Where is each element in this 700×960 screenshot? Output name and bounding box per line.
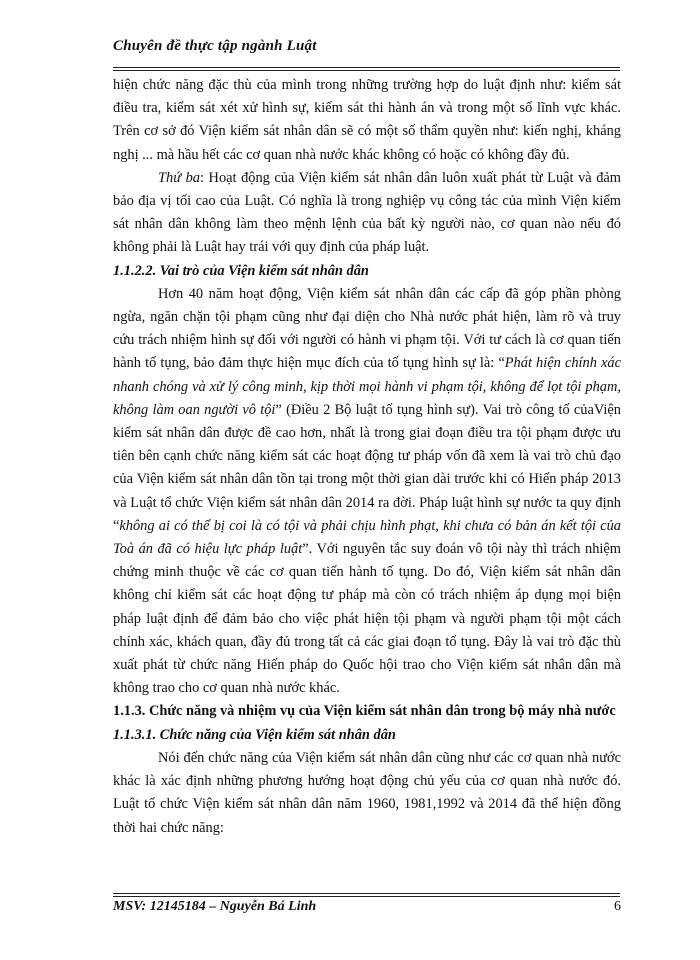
footer-rule — [113, 893, 620, 894]
lead-term: Thứ ba — [158, 169, 200, 186]
quote-article-2: Phát hiện chính xác nhanh chóng và xử lý công minh, kịp thời mọi hành vi phạm tội, không để lọt tội phạm, không làm oan người vô tội — [113, 355, 621, 418]
paragraph-text: ”. Với nguyên tắc suy đoán vô tội này thì trách nhiệm chứng minh thuộc về các cơ quan tiến hành tố tụng. Do đó, Viện kiểm sát nhân dân không chỉ kiểm sát các hoạt động tư pháp mà còn có trách nhiệm áp dụng mọi biện pháp luật định để đảm bảo cho việc phát hiện tội phạm và người phạm tội một cách chính xác, khách quan, đầy đủ trong tất cả các giai đoạn tố tụng. Đây là vai trò đặc thù xuất phát từ chức năng Hiến pháp do Quốc hội trao cho Viện kiểm sát nhân dân mà không trao cho cơ quan nhà nước khác. — [113, 541, 621, 697]
paragraph-text: : Hoạt động của Viện kiểm sát nhân dân luôn xuất phát từ Luật và đảm bảo địa vị tối cao của Luật. Có nghĩa là trong nghiệp vụ công tác của mình Viện kiểm sát nhân dân không làm theo mệnh lệnh của bất kỳ người nào, cơ quan nào nếu đó không phải là Luật hay trái với quy định của pháp luật. — [113, 169, 621, 256]
footer-rule-thin — [113, 896, 620, 897]
paragraph-vai-tro — [113, 283, 621, 701]
student-info: MSV: 12145184 – Nguyễn Bá Linh — [113, 899, 317, 914]
heading-1-1-2-2: 1.1.2.2. Vai trò của Viện kiểm sát nhân dân — [113, 262, 369, 279]
quote-presumption: không ai có thể bị coi là có tội và phải chịu hình phạt, khi chưa có bản án kết tội của Toà án đã có hiệu lực pháp luật — [113, 517, 621, 558]
page-footer — [113, 899, 621, 915]
heading-1-1-3-1: 1.1.3.1. Chức năng của Viện kiểm sát nhân dân — [113, 726, 396, 743]
page-number: 6 — [614, 899, 621, 914]
header-rule — [113, 67, 620, 68]
paragraph-text: ” (Điều 2 Bộ luật tố tụng hình sự). Vai trò công tố củaViện kiểm sát nhân dân được đề cao hơn, nhất là trong giai đoạn điều tra tội phạm được ưu tiên bên cạnh chức năng kiểm sát các hoạt động tư pháp vốn đã xem là vai trò chủ đạo của Viện kiểm sát nhân dân tồn tại trong một thời gian dài trước khi có Hiến pháp 2013 và Luật tổ chức Viện kiểm sát nhân dân 2014 ra đời. Pháp luật hình sự nước ta quy định “ — [113, 401, 621, 534]
paragraph-continuation: hiện chức năng đặc thù của mình trong những trường hợp do luật định như: kiểm sát điều tra, kiểm sát xét xử hình sự, kiểm sát thi hành án và trong một số lĩnh vực khác. Trên cơ sở đó Viện kiểm sát nhân dân sẽ có một số thẩm quyền như: kiến nghị, kháng nghị ... mà hầu hết các cơ quan nhà nước khác không có hoặc có không đầy đủ. — [113, 77, 621, 163]
paragraph-thu-ba — [113, 167, 621, 260]
page-header: Chuyên đề thực tập ngành Luật — [113, 38, 317, 54]
heading-1-1-3: 1.1.3. Chức năng và nhiệm vụ của Viện kiểm sát nhân dân trong bộ máy nhà nước — [113, 703, 616, 720]
header-rule-thin — [113, 70, 620, 71]
paragraph-text: Hơn 40 năm hoạt động, Viện kiểm sát nhân dân các cấp đã góp phần phòng ngừa, ngăn chặn tội phạm cũng như đại diện cho Nhà nước phát hiện, làm rõ và truy cứu trách nhiệm hình sự đối với người có hành vi phạm tội. Với tư cách là cơ quan tiến hành tố tụng, bảo đảm thực hiện mục đích của tố tụng hình sự là: “ — [113, 285, 621, 372]
document-body — [113, 74, 621, 840]
paragraph-chuc-nang: Nói đến chức năng của Viện kiểm sát nhân dân cũng như các cơ quan nhà nước khác là xác định những phương hướng hoạt động chủ yếu của cơ quan nhà nước đó. Luật tổ chức Viện kiểm sát nhân dân năm 1960, 1981,1992 và 2014 đã thể hiện đồng thời hai chức năng: — [113, 749, 621, 836]
